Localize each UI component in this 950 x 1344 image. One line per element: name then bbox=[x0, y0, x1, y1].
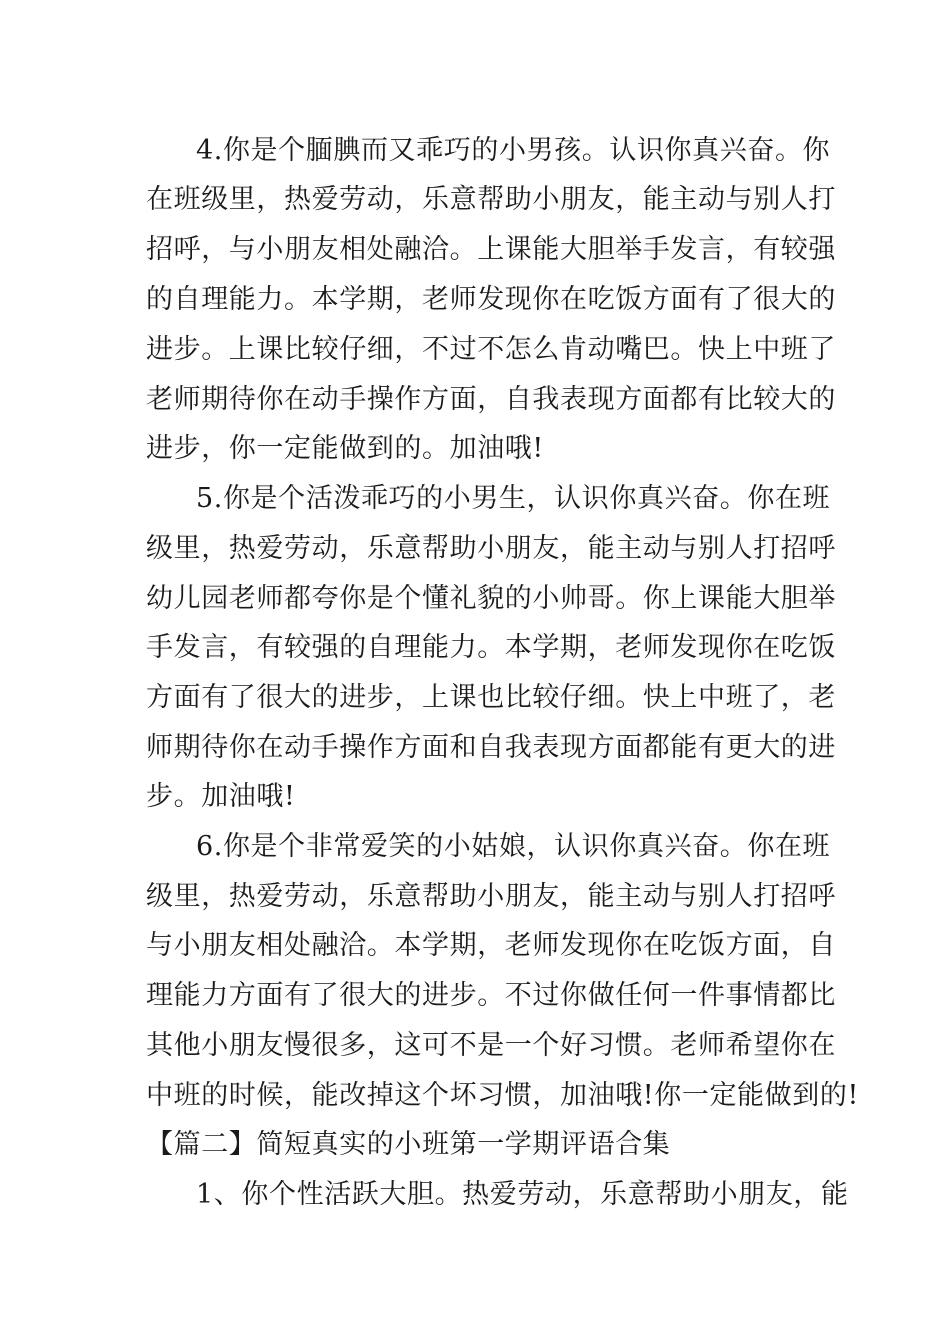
section-heading: 【篇二】简短真实的小班第一学期评语合集 bbox=[146, 1129, 671, 1160]
text-line: 的自理能力。本学期，老师发现你在吃饭方面有了很大的 bbox=[146, 284, 836, 315]
text-line: 1、你个性活跃大胆。热爱劳动，乐意帮助小朋友，能 bbox=[196, 1179, 849, 1210]
text-line: 理能力方面有了很大的进步。不过你做任何一件事情都比 bbox=[146, 980, 836, 1011]
text-line: 其他小朋友慢很多，这可不是一个好习惯。老师希望你在 bbox=[146, 1030, 836, 1061]
text-line: 方面有了很大的进步，上课也比较仔细。快上中班了，老 bbox=[146, 682, 836, 713]
text-line: 6.你是个非常爱笑的小姑娘，认识你真兴奋。你在班 bbox=[196, 831, 831, 862]
text-line: 幼儿园老师都夸你是个懂礼貌的小帅哥。你上课能大胆举 bbox=[146, 583, 836, 614]
text-line: 师期待你在动手操作方面和自我表现方面都能有更大的进 bbox=[146, 732, 836, 763]
text-line: 进步，你一定能做到的。加油哦! bbox=[146, 433, 544, 464]
text-line: 手发言，有较强的自理能力。本学期，老师发现你在吃饭 bbox=[146, 632, 836, 663]
text-line: 4.你是个腼腆而又乖巧的小男孩。认识你真兴奋。你 bbox=[196, 135, 831, 166]
text-line: 步。加油哦! bbox=[146, 781, 296, 812]
text-line: 级里，热爱劳动，乐意帮助小朋友，能主动与别人打招呼 bbox=[146, 881, 836, 912]
text-line: 与小朋友相处融洽。本学期，老师发现你在吃饭方面，自 bbox=[146, 930, 836, 961]
text-line: 进步。上课比较仔细，不过不怎么肯动嘴巴。快上中班了 bbox=[146, 334, 836, 365]
text-line: 招呼，与小朋友相处融洽。上课能大胆举手发言，有较强 bbox=[146, 234, 836, 265]
text-line: 级里，热爱劳动，乐意帮助小朋友，能主动与别人打招呼 bbox=[146, 533, 836, 564]
text-line: 老师期待你在动手操作方面，自我表现方面都有比较大的 bbox=[146, 384, 836, 415]
text-line: 5.你是个活泼乖巧的小男生，认识你真兴奋。你在班 bbox=[196, 483, 831, 514]
text-line: 中班的时候，能改掉这个坏习惯，加油哦!你一定能做到的! bbox=[146, 1080, 859, 1111]
text-line: 在班级里，热爱劳动，乐意帮助小朋友，能主动与别人打 bbox=[146, 184, 836, 215]
